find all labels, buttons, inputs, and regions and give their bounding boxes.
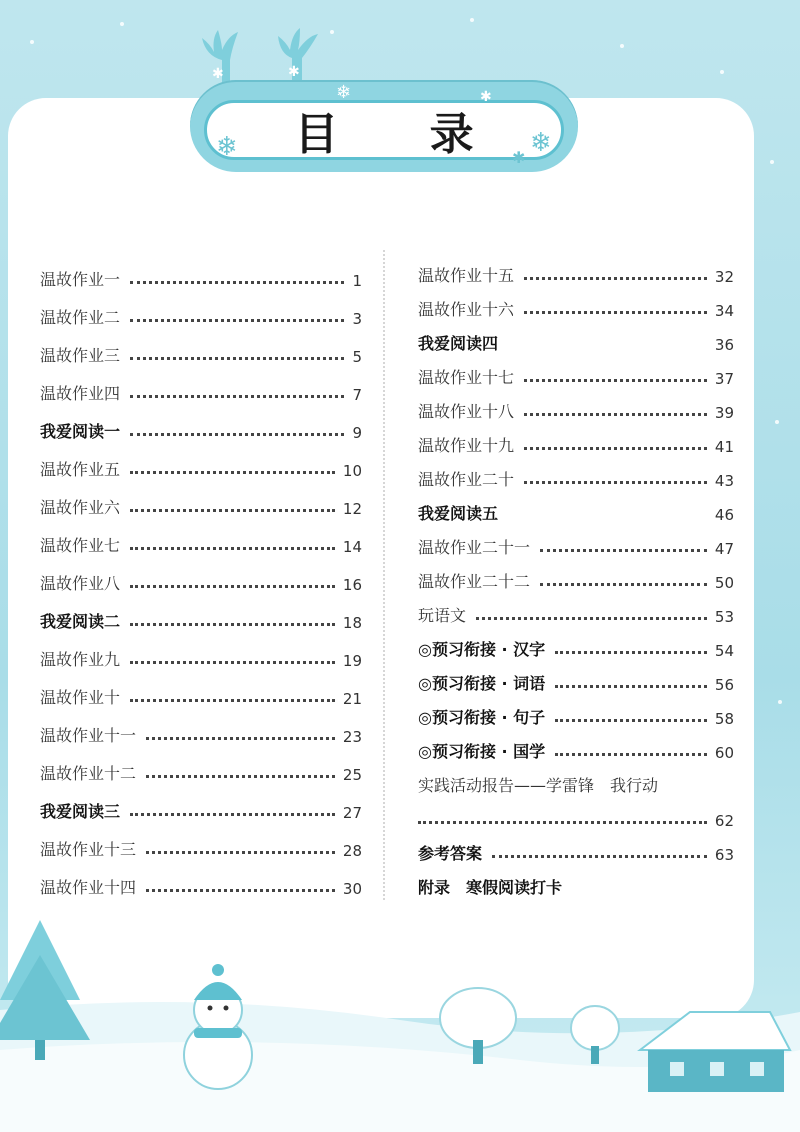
leader-dots [418, 821, 707, 824]
toc-entry-label: 温故作业十 [40, 688, 121, 707]
leader-dots [146, 889, 335, 892]
pine-tree-icon [0, 920, 90, 1060]
leader-dots [130, 547, 335, 550]
toc-entry-label: 温故作业二十一 [418, 538, 531, 557]
toc-entry[interactable] [418, 524, 734, 558]
toc-entry-label: 温故作业三 [40, 346, 121, 365]
toc-entry-label: 实践活动报告——学雷锋 我行动 [418, 776, 659, 795]
snowflake-icon: ❄ [530, 128, 552, 158]
toc-entry-page: 19 [342, 652, 362, 670]
house-icon [640, 1012, 790, 1092]
toc-entry-page: 62 [714, 812, 734, 830]
toc-entry-label: 温故作业十四 [40, 878, 137, 897]
toc-entry-label: 温故作业十五 [418, 266, 515, 285]
leader-dots [524, 277, 707, 280]
toc-left-column [40, 252, 362, 898]
toc-entry-page: 28 [342, 842, 362, 860]
leader-dots [146, 851, 335, 854]
toc-entry-label: ◎预习衔接 · 词语 [418, 674, 546, 693]
toc-entry[interactable] [418, 456, 734, 490]
toc-entry[interactable] [40, 746, 362, 784]
toc-entry[interactable] [418, 558, 734, 592]
toc-entry-page: 58 [714, 710, 734, 728]
toc-entry[interactable] [418, 354, 734, 388]
leader-dots [130, 357, 344, 360]
leader-dots [540, 583, 707, 586]
svg-text:✱: ✱ [288, 64, 300, 80]
toc-entry-practice-report-page[interactable] [418, 796, 734, 830]
toc-entry[interactable] [40, 594, 362, 632]
leader-dots [130, 585, 335, 588]
toc-entry[interactable] [40, 708, 362, 746]
toc-entry-label: 温故作业八 [40, 574, 121, 593]
toc-entry-label: 温故作业四 [40, 384, 121, 403]
toc-entry-label: 温故作业二十二 [418, 572, 531, 591]
leader-dots [524, 481, 707, 484]
toc-entry[interactable] [40, 290, 362, 328]
toc-entry-page: 36 [714, 336, 734, 354]
toc-entry-page: 32 [714, 268, 734, 286]
toc-entry-page: 18 [342, 614, 362, 632]
leader-dots [524, 311, 707, 314]
leader-dots [555, 719, 707, 722]
toc-entry[interactable] [40, 442, 362, 480]
toc-entry[interactable] [40, 366, 362, 404]
toc-entry-label: 温故作业一 [40, 270, 121, 289]
leader-dots [146, 737, 335, 740]
toc-entry-label: 温故作业六 [40, 498, 121, 517]
toc-entry-label: 温故作业十九 [418, 436, 515, 455]
toc-entry-page: 25 [342, 766, 362, 784]
leader-dots [476, 617, 707, 620]
page-title: 目 录 [294, 109, 512, 160]
leader-dots [524, 379, 707, 382]
toc-entry-page: 10 [342, 462, 362, 480]
toc-entry-label: 我爱阅读三 [40, 802, 121, 821]
leader-dots [130, 813, 335, 816]
toc-entry-page: 5 [352, 348, 362, 366]
toc-entry-label: 我爱阅读一 [40, 422, 121, 441]
toc-entry[interactable] [40, 252, 362, 290]
toc-entry-page: 12 [342, 500, 362, 518]
toc-entry[interactable] [418, 626, 734, 660]
toc-entry-label: 温故作业十二 [40, 764, 137, 783]
toc-entry-label: 我爱阅读五 [418, 504, 499, 523]
toc-entry[interactable] [40, 784, 362, 822]
title-plate [190, 80, 578, 172]
toc-entry-practice-report[interactable] [418, 762, 734, 796]
toc-entry-page: 39 [714, 404, 734, 422]
toc-entry-label: 我爱阅读二 [40, 612, 121, 631]
toc-entry-appendix[interactable] [418, 864, 734, 898]
toc-entry-label: ◎预习衔接 · 句子 [418, 708, 546, 727]
toc-entry[interactable] [40, 822, 362, 860]
toc-entry[interactable] [418, 660, 734, 694]
title-frame [204, 100, 564, 160]
toc-entry[interactable] [40, 518, 362, 556]
leader-dots [130, 699, 335, 702]
toc-entry-page: 16 [342, 576, 362, 594]
toc-entry-page: 7 [352, 386, 362, 404]
toc-entry[interactable] [40, 860, 362, 898]
snowflake-icon: ❄ [336, 82, 352, 103]
toc-entry-page: 1 [352, 272, 362, 290]
toc-entry-label: 温故作业二 [40, 308, 121, 327]
leader-dots [555, 753, 707, 756]
toc-entry[interactable] [418, 490, 734, 524]
toc-entry-page: 60 [714, 744, 734, 762]
toc-entry[interactable] [40, 670, 362, 708]
toc-entry[interactable] [418, 252, 734, 286]
toc-entry-page: 41 [714, 438, 734, 456]
toc-entry[interactable] [40, 632, 362, 670]
leader-dots [130, 471, 335, 474]
leader-dots [492, 855, 707, 858]
toc-entry-page: 9 [352, 424, 362, 442]
toc-entry-label: ◎预习衔接 · 汉字 [418, 640, 546, 659]
leader-dots [130, 661, 335, 664]
snowflake-icon: ❄ [216, 132, 238, 162]
toc-entry-page: 3 [352, 310, 362, 328]
toc-entry-label: 玩语文 [418, 606, 467, 625]
toc-entry[interactable] [418, 286, 734, 320]
column-divider [383, 250, 385, 900]
toc-entry-label: 温故作业二十 [418, 470, 515, 489]
toc-entry-page: 14 [342, 538, 362, 556]
leader-dots [130, 395, 344, 398]
leader-dots [130, 509, 335, 512]
toc-entry-label: 温故作业九 [40, 650, 121, 669]
toc-entry-label: ◎预习衔接 · 国学 [418, 742, 546, 761]
toc-entry-page: 53 [714, 608, 734, 626]
toc-entry[interactable] [40, 404, 362, 442]
toc-entry-page: 46 [714, 506, 734, 524]
antler-left-icon [192, 26, 254, 88]
toc-entry-page: 63 [714, 846, 734, 864]
toc-entry-label: 温故作业十一 [40, 726, 137, 745]
svg-text:✱: ✱ [212, 66, 224, 82]
antler-right-icon [262, 24, 324, 86]
leader-dots [524, 447, 707, 450]
toc-entry[interactable] [418, 320, 734, 354]
toc-entry-label: 温故作业十八 [418, 402, 515, 421]
toc-entry-page: 56 [714, 676, 734, 694]
leader-dots [555, 685, 707, 688]
toc-entry[interactable] [40, 556, 362, 594]
toc-entry-label: 我爱阅读四 [418, 334, 499, 353]
toc-entry[interactable] [418, 728, 734, 762]
toc-entry-label: 温故作业十三 [40, 840, 137, 859]
toc-entry[interactable] [418, 422, 734, 456]
leader-dots [130, 623, 335, 626]
winter-scene-illustration [0, 900, 800, 1132]
toc-entry-answers[interactable] [418, 830, 734, 864]
toc-entry-page: 47 [714, 540, 734, 558]
leader-dots [130, 319, 344, 322]
toc-entry[interactable] [418, 592, 734, 626]
snowflake-icon: ✱ [512, 148, 526, 167]
toc-entry[interactable] [40, 328, 362, 366]
leader-dots [130, 281, 344, 284]
toc-entry-page: 37 [714, 370, 734, 388]
toc-entry-page: 21 [342, 690, 362, 708]
leader-dots [555, 651, 707, 654]
leader-dots [540, 549, 707, 552]
toc-entry-label: 温故作业十六 [418, 300, 515, 319]
toc-entry[interactable] [40, 480, 362, 518]
toc-entry-page: 34 [714, 302, 734, 320]
toc-entry-page: 50 [714, 574, 734, 592]
toc-entry-page: 54 [714, 642, 734, 660]
toc-right-column [418, 252, 734, 898]
toc-entry-page: 23 [342, 728, 362, 746]
toc-entry-label: 参考答案 [418, 844, 483, 863]
toc-entry[interactable] [418, 694, 734, 728]
leader-dots [524, 413, 707, 416]
snowflake-icon: ✱ [480, 89, 492, 105]
toc-entry[interactable] [418, 388, 734, 422]
toc-entry-page: 43 [714, 472, 734, 490]
toc-entry-label: 温故作业十七 [418, 368, 515, 387]
toc-entry-page: 27 [342, 804, 362, 822]
toc-entry-label: 温故作业五 [40, 460, 121, 479]
toc-entry-label: 附录 寒假阅读打卡 [418, 878, 563, 897]
leader-dots [130, 433, 344, 436]
toc-entry-page: 30 [342, 880, 362, 898]
leader-dots [146, 775, 335, 778]
toc-entry-label: 温故作业七 [40, 536, 121, 555]
